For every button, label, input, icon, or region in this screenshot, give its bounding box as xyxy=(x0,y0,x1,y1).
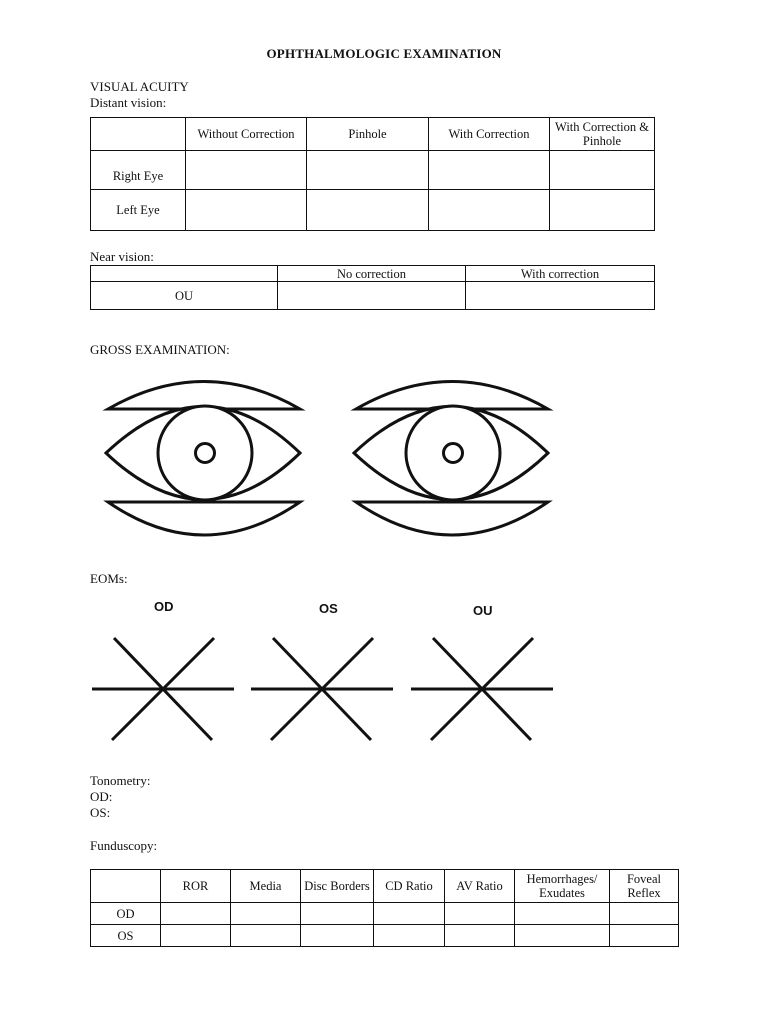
header-cell: CD Ratio xyxy=(374,870,445,903)
entry-cell[interactable] xyxy=(307,190,429,231)
eom-ou-star xyxy=(411,638,553,740)
entry-cell[interactable] xyxy=(231,925,301,947)
entry-cell[interactable] xyxy=(429,151,550,190)
header-cell: Without Correction xyxy=(186,118,307,151)
pupil-circle xyxy=(196,444,215,463)
tonometry-od-label: OD: xyxy=(90,789,113,804)
entry-cell[interactable] xyxy=(550,190,655,231)
table-row xyxy=(91,925,679,947)
row-label: OD xyxy=(91,903,161,925)
tonometry-os-label: OS: xyxy=(90,805,111,820)
near-vision-label: Near vision: xyxy=(90,249,154,264)
row-label: OS xyxy=(91,925,161,947)
header-cell: Disc Borders xyxy=(301,870,374,903)
header-cell xyxy=(91,870,161,903)
eom-od-label: OD xyxy=(154,599,174,614)
entry-cell[interactable] xyxy=(161,925,231,947)
visual-acuity-heading: VISUAL ACUITY xyxy=(90,79,189,94)
left-eye-diagram xyxy=(348,368,558,540)
header-cell: AV Ratio xyxy=(445,870,515,903)
entry-cell[interactable] xyxy=(278,282,466,310)
header-cell: No correction xyxy=(278,266,466,282)
entry-cell[interactable] xyxy=(550,151,655,190)
pupil-circle xyxy=(444,444,463,463)
table-row xyxy=(91,151,655,190)
entry-cell[interactable] xyxy=(466,282,655,310)
entry-cell[interactable] xyxy=(429,190,550,231)
entry-cell[interactable] xyxy=(301,903,374,925)
right-eye-diagram xyxy=(100,368,310,540)
header-cell: With Correction xyxy=(429,118,550,151)
table-row xyxy=(91,903,679,925)
header-cell: With Correction & Pinhole xyxy=(550,118,655,151)
entry-cell[interactable] xyxy=(515,903,610,925)
entry-cell[interactable] xyxy=(161,903,231,925)
entry-cell[interactable] xyxy=(445,903,515,925)
entry-cell[interactable] xyxy=(445,925,515,947)
table-row xyxy=(91,282,655,310)
header-cell xyxy=(91,266,278,282)
entry-cell[interactable] xyxy=(610,903,679,925)
header-cell: Media xyxy=(231,870,301,903)
funduscopy-heading: Funduscopy: xyxy=(90,838,158,853)
table-header-row xyxy=(91,118,655,151)
header-cell: Hemorrhages/ Exudates xyxy=(515,870,610,903)
header-cell: Pinhole xyxy=(307,118,429,151)
entry-cell[interactable] xyxy=(186,151,307,190)
gross-examination-heading: GROSS EXAMINATION: xyxy=(90,342,230,357)
entry-cell[interactable] xyxy=(610,925,679,947)
header-cell xyxy=(91,118,186,151)
row-label: OU xyxy=(91,282,278,310)
entry-cell[interactable] xyxy=(186,190,307,231)
header-cell: With correction xyxy=(466,266,655,282)
table-row xyxy=(91,190,655,231)
funduscopy-table xyxy=(90,869,679,947)
table-header-row xyxy=(91,266,655,282)
tonometry-heading: Tonometry: xyxy=(90,773,151,788)
eom-ou-label: OU xyxy=(473,603,493,618)
eom-diagram xyxy=(88,630,560,748)
entry-cell[interactable] xyxy=(374,903,445,925)
near-vision-table xyxy=(90,265,655,310)
row-label: Left Eye xyxy=(91,190,186,231)
entry-cell[interactable] xyxy=(515,925,610,947)
eom-od-star xyxy=(92,638,234,740)
page-title: OPHTHALMOLOGIC EXAMINATION xyxy=(266,46,502,61)
eom-os-label: OS xyxy=(319,601,338,616)
eom-os-star xyxy=(251,638,393,740)
entry-cell[interactable] xyxy=(301,925,374,947)
entry-cell[interactable] xyxy=(307,151,429,190)
distant-vision-table xyxy=(90,117,655,231)
distant-vision-label: Distant vision: xyxy=(90,95,167,110)
entry-cell[interactable] xyxy=(231,903,301,925)
table-header-row xyxy=(91,870,679,903)
header-cell: ROR xyxy=(161,870,231,903)
lower-lid-shape xyxy=(108,502,300,535)
row-label: Right Eye xyxy=(91,151,186,190)
entry-cell[interactable] xyxy=(374,925,445,947)
header-cell: Foveal Reflex xyxy=(610,870,679,903)
lower-lid-shape xyxy=(356,502,548,535)
eoms-heading: EOMs: xyxy=(90,571,128,586)
